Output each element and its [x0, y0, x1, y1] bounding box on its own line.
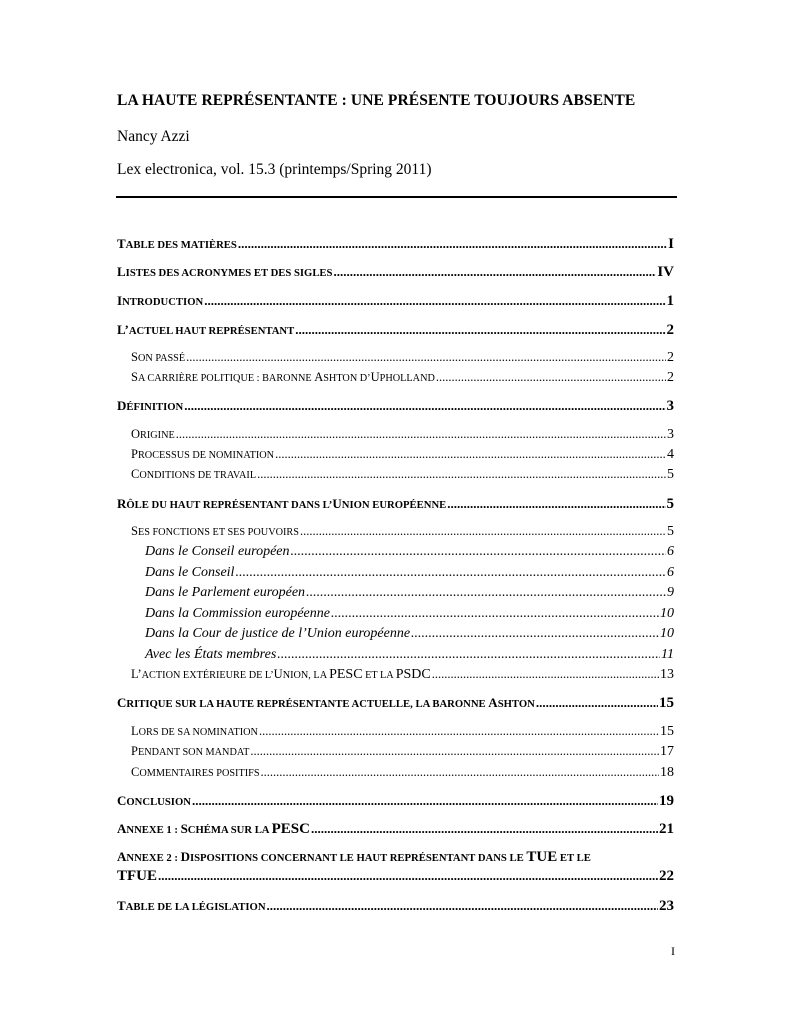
toc-entry-commentaires-positifs[interactable]: COMMENTAIRES POSITIFS ..... 18 [131, 765, 674, 781]
toc-entry-etats-membres[interactable]: Avec les États membres ..... 11 [145, 647, 674, 663]
toc-entry-son-passe[interactable]: SON PASSÉ ..... 2 [131, 350, 674, 366]
toc-page-number: I [668, 236, 674, 252]
toc-page-number: 1 [666, 293, 674, 309]
publication-source: Lex electronica, vol. 15.3 (printemps/Spring 2011) [117, 161, 432, 178]
toc-page-number: 10 [660, 626, 674, 641]
toc-page-number: 15 [659, 695, 674, 711]
page-number: I [671, 944, 675, 958]
dot-leader [184, 398, 665, 414]
dot-leader [267, 898, 658, 914]
dot-leader [277, 647, 660, 663]
dot-leader [331, 606, 659, 622]
dot-leader [436, 370, 666, 385]
toc-entry-pendant-mandat[interactable]: PENDANT SON MANDAT ..... 17 [131, 744, 674, 760]
toc-entry-processus-nomination[interactable]: PROCESSUS DE NOMINATION ..... 4 [131, 447, 674, 463]
toc-page-number: 2 [667, 350, 674, 365]
dot-leader [291, 544, 666, 560]
toc-page-number: 17 [660, 744, 674, 759]
dot-leader [235, 565, 666, 581]
dot-leader [250, 744, 659, 759]
toc-entry-actuel-haut-representant[interactable]: L’ACTUEL HAUT REPRÉSENTANT ..... 2 [117, 322, 674, 339]
toc-entry-carriere-politique[interactable]: SA CARRIÈRE POLITIQUE : BARONNE ASHTON D’UPHOLLAND ..... 2 [131, 370, 674, 386]
toc-entry-conseil[interactable]: Dans le Conseil ..... 6 [145, 565, 674, 581]
dot-leader [261, 765, 659, 780]
toc-entry-origine[interactable]: ORIGINE ..... 3 [131, 427, 674, 443]
toc-entry-table-des-matieres[interactable]: TABLE DES MATIÈRES ..... I [117, 236, 674, 253]
dot-leader [311, 821, 658, 837]
toc-page-number: 3 [666, 398, 674, 414]
dot-leader [275, 447, 666, 462]
toc-page-number: 3 [667, 427, 674, 442]
dot-leader [186, 350, 666, 365]
toc-entry-conseil-europeen[interactable]: Dans le Conseil européen ..... 6 [145, 544, 674, 560]
toc-entry-definition[interactable]: DÉFINITION ..... 3 [117, 398, 674, 415]
toc-page-number: 6 [667, 565, 674, 580]
dot-leader [192, 793, 658, 809]
toc-entry-lors-nomination[interactable]: LORS DE SA NOMINATION ..... 15 [131, 724, 674, 740]
toc-entry-conclusion[interactable]: CONCLUSION ..... 19 [117, 793, 674, 810]
dot-leader [447, 496, 665, 512]
dot-leader [295, 322, 665, 338]
toc-entry-table-legislation[interactable]: TABLE DE LA LÉGISLATION ..... 23 [117, 898, 674, 915]
toc-page-number: 21 [659, 821, 674, 837]
toc-entry-role-haut-representant[interactable]: RÔLE DU HAUT REPRÉSENTANT DANS L’UNION EUROPÉENNE ..... 5 [117, 496, 674, 513]
toc-page-number: 5 [667, 467, 674, 482]
dot-leader [536, 695, 658, 711]
toc-page-number: 5 [667, 524, 674, 539]
toc-page-number: 2 [666, 322, 674, 338]
toc-page-number: 23 [659, 898, 674, 914]
toc-page-number: 11 [661, 647, 674, 662]
author-name: Nancy Azzi [117, 128, 190, 145]
toc-entry-annexe-2[interactable]: ANNEXE 2 : DISPOSITIONS CONCERNANT LE HAUT REPRÉSENTANT DANS LE TUE ET LE TFUE ..... 22 [117, 849, 674, 885]
document-title: LA HAUTE REPRÉSENTANTE : UNE PRÉSENTE TOUJOURS ABSENTE [117, 92, 636, 109]
dot-leader [432, 667, 659, 682]
toc-entry-commission-europeenne[interactable]: Dans la Commission européenne ..... 10 [145, 606, 674, 622]
dot-leader [176, 427, 666, 442]
dot-leader [257, 467, 666, 482]
toc-page-number: 4 [667, 447, 674, 462]
dot-leader [259, 724, 659, 739]
toc-page-number: IV [657, 264, 674, 280]
dot-leader [333, 264, 656, 280]
toc-entry-critique[interactable]: CRITIQUE SUR LA HAUTE REPRÉSENTANTE ACTUELLE, LA BARONNE ASHTON ..... 15 [117, 695, 674, 712]
dot-leader [204, 293, 665, 309]
dot-leader [300, 524, 666, 539]
dot-leader [411, 626, 659, 642]
toc-page-number: 19 [659, 793, 674, 809]
toc-page-number: 6 [667, 544, 674, 559]
toc-page-number: 9 [667, 585, 674, 600]
toc-page-number: 10 [660, 606, 674, 621]
toc-page-number: 18 [660, 765, 674, 780]
dot-leader [238, 236, 667, 252]
toc-entry-parlement-europeen[interactable]: Dans le Parlement européen ..... 9 [145, 585, 674, 601]
toc-entry-cour-de-justice[interactable]: Dans la Cour de justice de l’Union européenne ..... 10 [145, 626, 674, 642]
toc-entry-introduction[interactable]: INTRODUCTION ..... 1 [117, 293, 674, 310]
toc-entry-annexe-1[interactable]: ANNEXE 1 : SCHÉMA SUR LA PESC ..... 21 [117, 821, 674, 838]
toc-page-number: 5 [666, 496, 674, 512]
toc-page-number: 13 [660, 667, 674, 682]
toc-entry-fonctions-pouvoirs[interactable]: SES FONCTIONS ET SES POUVOIRS ..... 5 [131, 524, 674, 540]
toc-page-number: 15 [660, 724, 674, 739]
toc-entry-action-exterieure[interactable]: L’ACTION EXTÉRIEURE DE L’UNION, LA PESC ET LA PSDC ..... 13 [131, 667, 674, 683]
toc-entry-conditions-travail[interactable]: CONDITIONS DE TRAVAIL ..... 5 [131, 467, 674, 483]
toc-page-number: 2 [667, 370, 674, 385]
header-divider [116, 196, 677, 198]
toc-page-number: 22 [659, 868, 674, 884]
dot-leader [158, 868, 658, 884]
dot-leader [306, 585, 666, 601]
toc-entry-listes-acronymes[interactable]: LISTES DES ACRONYMES ET DES SIGLES ..... IV [117, 264, 674, 281]
